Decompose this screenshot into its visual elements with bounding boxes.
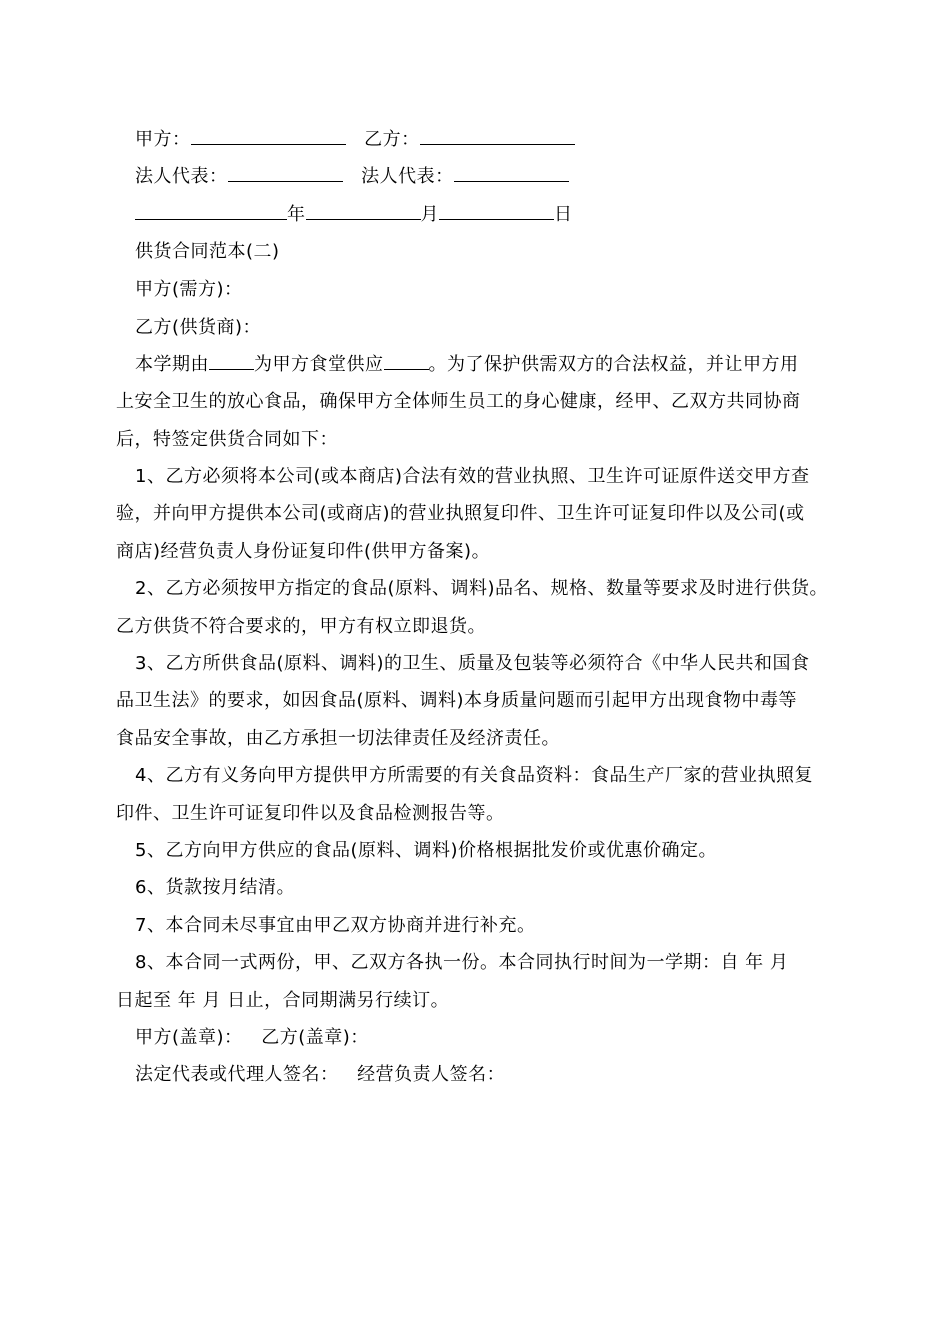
signature-line [135,1063,870,1087]
demand-party: 甲方(需方)： [135,279,243,300]
month-label: 月 [420,204,439,225]
party-line [135,128,870,152]
sign-b: 经营负责人签名： [357,1064,506,1085]
month-blank [306,203,421,220]
clause-5: 5、乙方向甲方供应的食品(原料、调料)价格根据批发价或优惠价确定。 [135,840,717,861]
clause-3-line-3: 食品安全事故，由乙方承担一切法律责任及经济责任。 [116,728,560,749]
contract-title: 供货合同范本(二) [135,241,280,262]
rep-a-label: 法人代表： [135,166,228,187]
goods-blank [384,353,429,370]
clause-1-line-2: 验，并向甲方提供本公司(或商店)的营业执照复印件、卫生许可证复印件以及公司(或 [116,503,805,524]
clause-8-line-2: 日起至 年 月 日止，合同期满另行续订。 [116,990,450,1011]
intro-line-1 [135,353,870,377]
seal-line [135,1026,870,1050]
seal-b: 乙方(盖章)： [261,1027,369,1048]
clause-3-line-1: 3、乙方所供食品(原料、调料)的卫生、质量及包装等必须符合《中华人民共和国食 [135,653,810,674]
clause-4-line-1: 4、乙方有义务向甲方提供甲方所需要的有关食品资料：食品生产厂家的营业执照复 [135,765,813,786]
intro-line-3: 后，特签定供货合同如下： [116,429,338,450]
clause-1-line-3: 商店)经营负责人身份证复印件(供甲方备案)。 [116,541,491,562]
rep-a-blank [228,165,343,182]
rep-b-label: 法人代表： [361,166,454,187]
clause-2-line-2: 乙方供货不符合要求的，甲方有权立即退货。 [116,616,486,637]
clause-8-line-1: 8、本合同一式两份，甲、乙双方各执一份。本合同执行时间为一学期：自 年 月 [135,952,789,973]
party-a-blank [191,128,346,145]
party-b-blank [420,128,575,145]
day-label: 日 [554,204,573,225]
date-line [135,203,870,227]
rep-b-blank [454,165,569,182]
clause-4-line-2: 印件、卫生许可证复印件以及食品检测报告等。 [116,803,505,824]
intro-text: 。为了保护供需双方的合法权益，并让甲方用 [428,354,799,375]
party-b-label: 乙方： [364,129,420,150]
intro-text: 本学期由 [135,354,209,375]
clause-1-line-1: 1、乙方必须将本公司(或本商店)合法有效的营业执照、卫生许可证原件送交甲方查 [135,466,810,487]
year-blank [135,203,287,220]
year-label: 年 [287,204,306,225]
rep-line [135,165,870,189]
party-a-label: 甲方： [135,129,191,150]
clause-2-line-1: 2、乙方必须按甲方指定的食品(原料、调料)品名、规格、数量等要求及时进行供货。 [135,578,828,599]
sign-a: 法定代表或代理人签名： [135,1064,339,1085]
clause-6: 6、货款按月结清。 [135,877,295,898]
clause-7: 7、本合同未尽事宜由甲乙双方协商并进行补充。 [135,915,536,936]
supplier-blank [209,353,254,370]
supplier-party: 乙方(供货商)： [135,317,262,338]
clause-3-line-2: 品卫生法》的要求，如因食品(原料、调料)本身质量问题而引起甲方出现食物中毒等 [116,690,798,711]
intro-line-2: 上安全卫生的放心食品，确保甲方全体师生员工的身心健康，经甲、乙双方共同协商 [116,391,801,412]
intro-text: 为甲方食堂供应 [254,354,384,375]
day-blank [439,203,554,220]
seal-a: 甲方(盖章)： [135,1027,243,1048]
